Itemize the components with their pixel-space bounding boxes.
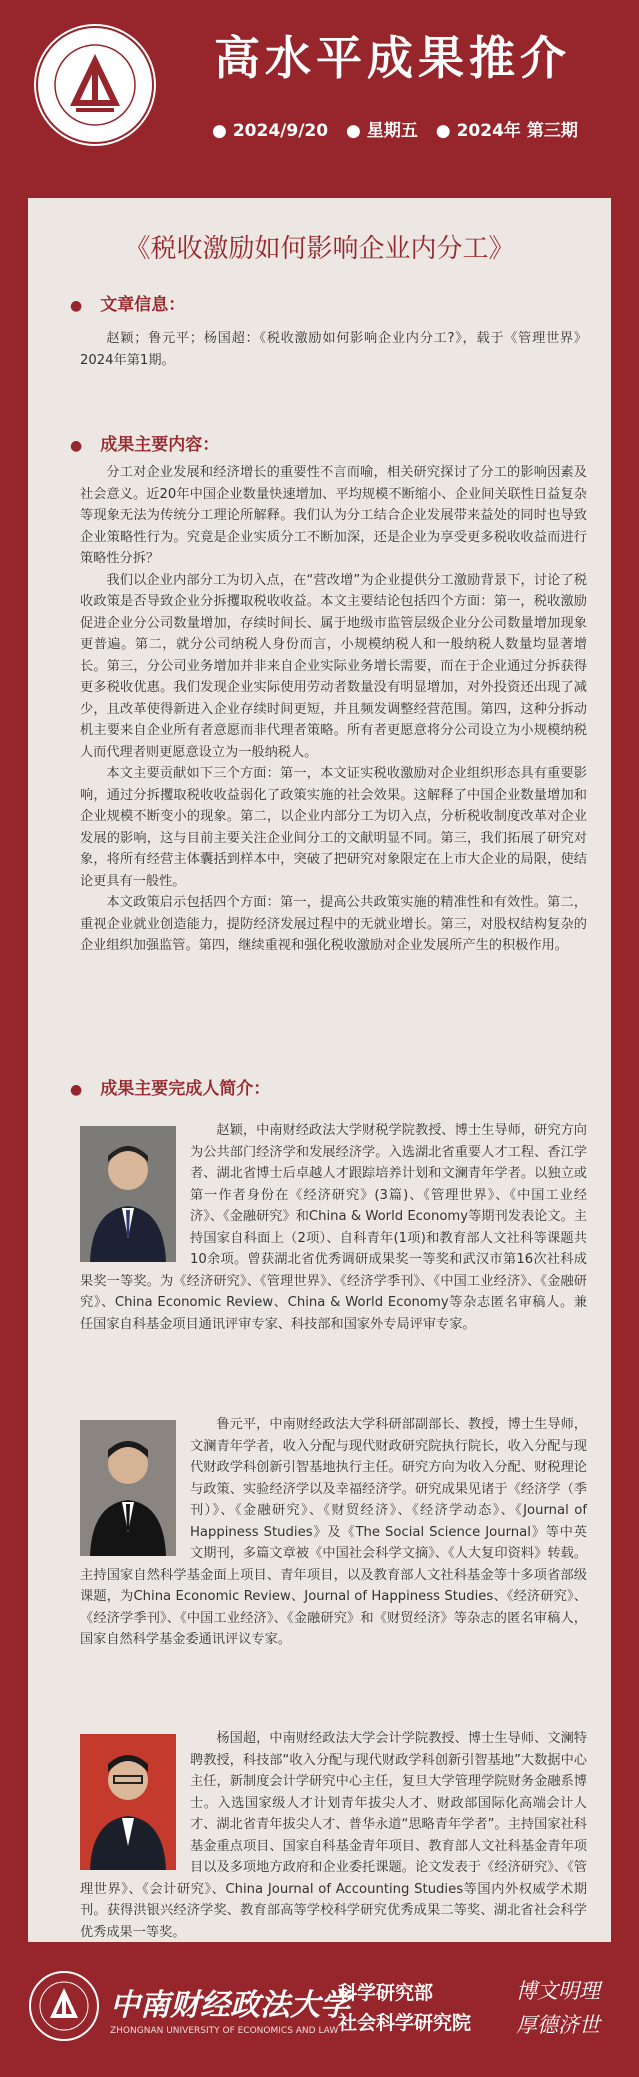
article-body: [80, 462, 587, 957]
issue-date: 2024/9/20: [232, 121, 329, 141]
article-title: 《税收激励如何影响企业内分工》: [124, 234, 515, 264]
issue-meta: ● 2024/9/20 ● 星期五 ● 2024年 第三期: [212, 121, 578, 141]
author-card: [80, 1414, 587, 1651]
bullet-icon: ●: [70, 298, 83, 314]
author-photo: [80, 1126, 176, 1262]
paragraph: 我们以企业内部分工为切入点，在“营改增”为企业提供分工激励背景下，讨论了税收政策是否导致企业分拆攫取税收收益。本文主要结论包括四个方面：第一，税收激励促进企业分公司数量增加，存续时间长、属于地级市监管层级企业分公司数量增加现象更普遍。第二，就分公司纳税人身份而言，小规模纳税人和一般纳税人数量均显著增长。第三，分公司业务增加并非来自企业实际业务增长需要，而在于企业通过分拆获得更多税收优惠。我们发现企业实际使用劳动者数量没有明显增加，对外投资还出现了减少，且改革使得新进入企业存续时间更短，并且频发调整经营范围。第四，这种分拆动机主要来自企业所有者意愿而非代理者策略。所有者更愿意将分公司设立为小规模纳税人而代理者则更愿意设立为一般纳税人。: [80, 572, 587, 760]
footer-department: 科学研究部 社会科学研究院: [338, 1982, 472, 2034]
footer-motto: 博文明理 厚德济世: [516, 1979, 600, 2037]
bullet-icon: ●: [70, 1082, 83, 1098]
paragraph: 分工对企业发展和经济增长的重要性不言而喻，相关研究探讨了分工的影响因素及社会意义。近20年中国企业数量快速增加、平均规模不断缩小、企业间关联性日益复杂等现象无法为传统分工理论所解释。我们认为分工结合企业发展带来益处的同时也导致企业策略性行为。究竟是企业实质分工不断加深，还是企业为享受更多税收收益而进行策略性分拆？: [80, 465, 587, 566]
footer-university-name: 中南财经政法大学: [110, 1988, 350, 2023]
university-logo-icon: [32, 22, 158, 148]
section-head-info: ● 文章信息：: [70, 295, 186, 315]
footer-logo-icon: [28, 1970, 100, 2042]
author-card: [80, 1120, 587, 1335]
footer-band: [0, 1952, 639, 2077]
author-photo: [80, 1420, 176, 1556]
author-bio: 鲁元平，中南财经政法大学科研部副部长、教授，博士生导师，文澜青年学者，收入分配与现代财政研究院执行院长，收入分配与现代财政学科创新引智基地执行主任。研究方向为收入分配、财税理论与政策、实验经济学以及幸福经济学。研究成果见诸于《经济学（季刊）》、《金融研究》、《财贸经济》、《经济学动态》、《Journal of Happiness Studies》及《The Social Science Journal》等中英文期刊，多篇文章被《中国社会科学文摘》、《人大复印资料》转载。主持国家自然科学基金面上项目、青年项目，以及教育部人文社科基金等十多项省部级课题，为China Economic Review、Journal of Happiness Studies、《经济研究》、《经济学季刊》、《中国工业经济》、《金融研究》和《财贸经济》等杂志的匿名审稿人，国家自然科学基金委通讯评议专家。: [80, 1417, 587, 1647]
section-head-authors: ● 成果主要完成人简介：: [70, 1079, 271, 1099]
paragraph: 本文政策启示包括四个方面：第一，提高公共政策实施的精准性和有效性。第二，重视企业就业创造能力，提防经济发展过程中的无就业增长。第三，对股权结构复杂的企业组织加强监管。第四，继续重视和强化税收激励对企业发展所产生的积极作用。: [80, 895, 587, 953]
author-bio: 赵颖，中南财经政法大学财税学院教授、博士生导师，研究方向为公共部门经济学和发展经济学。入选湖北省重要人才工程、香江学者、湖北省博士后卓越人才跟踪培养计划和文澜青年学者。以独立或第一作者身份在《经济研究》(3篇)、《管理世界》、《中国工业经济》、《金融研究》和China & World Economy等期刊发表论文。主持国家自科面上（2项）、自科青年(1项)和教育部人文社科等课题共10余项。曾获湖北省优秀调研成果奖一等奖和武汉市第16次社科成果奖一等奖。为《经济研究》、《管理世界》、《经济学季刊》、《中国工业经济》、《金融研究》、China Economic Review、China & World Economy等杂志匿名审稿人。兼任国家自科基金项目通讯评审专家、科技部和国家外专局评审专家。: [80, 1123, 587, 1332]
author-photo: [80, 1734, 176, 1870]
citation-text: 赵颖；鲁元平；杨国超：《税收激励如何影响企业内分工?》，载于《管理世界》2024年第1期。: [80, 331, 587, 368]
author-bio: 杨国超，中南财经政法大学会计学院教授、博士生导师、文澜特聘教授，科技部“收入分配与现代财政学科创新引智基地”大数据中心主任，新制度会计学研究中心主任，复旦大学管理学院财务金融系博士。入选国家级人才计划青年拔尖人才、财政部国际化高端会计人才、湖北省青年拔尖人才、普华永道“思略青年学者”。主持国家社科基金重点项目、国家自科基金青年项目、教育部人文社科基金青年项目以及多项地方政府和企业委托课题。论文发表于《经济研究》、《管理世界》、《会计研究》、China Journal of Accounting Studies等国内外权威学术期刊。获得洪银兴经济学奖、教育部高等学校科学研究优秀成果二等奖、湖北省社会科学优秀成果一等奖。: [80, 1731, 587, 1940]
author-card: [80, 1728, 587, 1943]
bullet-icon: ●: [70, 438, 83, 454]
section-head-content: ● 成果主要内容：: [70, 435, 220, 455]
footer-university-eng: ZHONGNAN UNIVERSITY OF ECONOMICS AND LAW: [110, 2026, 339, 2036]
content-panel: [28, 198, 611, 1942]
issue-weekday: 星期五: [366, 121, 418, 141]
paragraph: 本文主要贡献如下三个方面：第一，本文证实税收激励对企业组织形态具有重要影响，通过分拆攫取税收收益弱化了政策实施的社会效果。这解释了中国企业数量增加和企业规模不断变小的现象。第二，以企业内部分工为切入点，分析税收制度改革对企业发展的影响，这与目前主要关注企业间分工的文献明显不同。第三，我们拓展了研究对象，将所有经营主体囊括到样本中，突破了把研究对象限定在上市大企业的局限，使结论更具有一般性。: [80, 766, 587, 889]
header-band: [0, 0, 639, 190]
issue-number: 2024年 第三期: [456, 121, 578, 141]
page-title: 高水平成果推介: [214, 31, 571, 85]
